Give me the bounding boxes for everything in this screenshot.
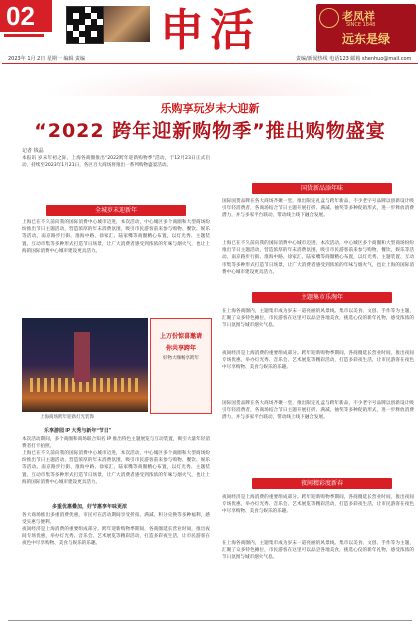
section-3-text-cont: 夜间经济是上海消费的重要组成部分。跨年迎新购物季期间，各商圈延长营业时间，推出夜间专场优惠，举办灯光秀、音乐会、艺术展览等精彩活动，打造多彩夜生活，让市民游客在夜色中尽享购物、美食与娱乐的乐趣。: [222, 351, 414, 371]
ad-brand: 老凤祥: [342, 10, 375, 23]
byline: 记者 钱晶: [22, 148, 44, 154]
subsection-heading-ip: 乐享游园 IP 大秀与新年“节日”: [44, 428, 112, 434]
jewelry-ad: [316, 4, 416, 52]
subsection-heading-discount: 多重优惠叠加，好节惠享年味更浓: [52, 504, 128, 510]
headline-decoration: [40, 66, 380, 96]
section-title: 申活: [160, 5, 260, 56]
ad-flower-icon: [319, 8, 339, 28]
article-photo-night-mall: [22, 318, 148, 412]
section-heading-4: 夜间精彩度新春: [252, 478, 392, 489]
side-card-line2: 你共享跨年: [165, 346, 196, 352]
photo-caption-1: 上海商场跨年迎新灯光装饰: [40, 415, 94, 420]
article-headline: “2022 跨年迎新购物季”推出购物盛宴: [34, 120, 386, 142]
footer-rule: [8, 620, 412, 621]
section-4-text-cont: 在上海各商圈内，主题集市成为岁末一道亮丽的风景线。集市以美食、文创、手作等为主题，汇聚了众多特色摊位，市民游客在这里可以品尝各地美食，挑选心仪的新年礼物，感受浓浓的节日氛围与城市烟火气息。: [222, 541, 414, 561]
section-4-text: 夜间经济是上海消费的重要组成部分。跨年迎新购物季期间，各商圈延长营业时间，推出夜间专场优惠，举办灯光秀、音乐会、艺术展览等精彩活动，打造多彩夜生活，让市民游客在夜色中尽享购物、美食与娱乐的乐趣。: [222, 495, 414, 515]
qr-code: [66, 6, 104, 44]
header-rule: [2, 63, 418, 64]
side-card: [150, 318, 212, 414]
photo-tower: [74, 332, 90, 382]
section-2-text: 国际国货品牌在各大商场齐聚一堂，推出限定礼盒与跨年新品，不少老字号品牌以创新设计吸引年轻消费者，各商场结合节日主题开展打折、满减、抽奖等多种促销形式，进一步释放消费潜力，并与多家平台联动，带动线上线下融合发展。: [222, 199, 414, 219]
article-kicker: 乐购享玩岁末大迎新: [160, 102, 260, 115]
section-heading-1: 全城岁末迎新年: [46, 205, 186, 216]
side-card-line3: 好物大咖畅享跨年: [163, 356, 199, 361]
side-card-line1: 上万份惊喜邀请: [159, 334, 202, 340]
section-heading-2: 国货新品添年味: [252, 183, 392, 194]
ad-slogan: 远东是绿: [342, 32, 391, 46]
section-3-text-more: 国际国货品牌在各大商场齐聚一堂，推出限定礼盒与跨年新品，不少老字号品牌以创新设计吸引年轻消费者，各商场结合节日主题开展打折、满减、抽奖等多种促销形式，进一步释放消费潜力，并与多家平台联动，带动线上线下融合发展。: [222, 401, 414, 421]
date-line: 2023年 1月 2日 星期一 编辑 责编: [8, 56, 86, 62]
subsection-discount-text-cont: 夜间经济是上海消费的重要组成部分。跨年迎新购物季期间，各商圈延长营业时间，推出夜间专场优惠，举办灯光秀、音乐会、艺术展览等精彩活动，打造多彩夜生活，让市民游客在夜色中尽享购物、美食与娱乐的乐趣。: [22, 527, 210, 547]
section-3-text: 在上海各商圈内，主题集市成为岁末一道亮丽的风景线。集市以美食、文创、手作等为主题，汇聚了众多特色摊位，市民游客在这里可以品尝各地美食，挑选心仪的新年礼物，感受浓浓的节日氛围与城市烟火气息。: [222, 309, 414, 329]
section-1-text: 上海已在不久前向我的国际消费中心城市迈进，本次活动，中心城区多个商圈和大型商场纷纷推出节日主题活动，营造浓厚的年末消费氛围，吸引市民游客前来参与购物、餐饮、娱乐等活动。南京路步行街、淮海中路、徐家汇、陆家嘴等商圈精心布置，以灯光秀、主题装置、互动市集等多种形式打造节日场景，让广大消费者感受到浓浓的年味与烟火气，也让上海的国际消费中心城市建设更具活力。: [22, 220, 210, 254]
editor-info: 责编/新闻热线 电话123 邮箱 shenhuo@mail.com: [296, 56, 412, 62]
subsection-ip-text-cont: 上海已在不久前向我的国际消费中心城市迈进，本次活动，中心城区多个商圈和大型商场纷纷推出节日主题活动，营造浓厚的年末消费氛围，吸引市民游客前来参与购物、餐饮、娱乐等活动。南京路步行街、淮海中路、徐家汇、陆家嘴等商圈精心布置，以灯光秀、主题装置、互动市集等多种形式打造节日场景，让广大消费者感受到浓浓的年味与烟火气，也让上海的国际消费中心城市建设更具活力。: [22, 451, 210, 485]
section-2-text-cont: 上海已在不久前向我的国际消费中心城市迈进，本次活动，中心城区多个商圈和大型商场纷纷推出节日主题活动，营造浓厚的年末消费氛围，吸引市民游客前来参与购物、餐饮、娱乐等活动。南京路步行街、淮海中路、徐家汇、陆家嘴等商圈精心布置，以灯光秀、主题装置、互动市集等多种形式打造节日场景，让广大消费者感受到浓浓的年味与烟火气，也让上海的国际消费中心城市建设更具活力。: [222, 241, 414, 275]
subsection-discount-text: 各大商场推出多重消费优惠，市民可在活动期间享受折扣、满减、积分兑换等多种福利，感受实惠与便利。: [22, 513, 210, 526]
intro-text: 本报讯 岁末年初之际，上海各商圈推出“2022跨年迎新购物季”活动，于12月23日正式启动，持续至2023年1月21日，各区百大商场将推出一系列购物盛宴活动。: [22, 156, 210, 169]
ad-year: SINCE 1848: [346, 22, 376, 28]
subsection-ip-text: 本次活动期间，多个商圈和商场联合知名 IP 推出特色主题展览与互动装置，吸引大量年轻消费者打卡拍照。: [22, 437, 210, 450]
section-heading-3: 主题集市乐淘年: [252, 292, 392, 303]
header-photo: [104, 6, 150, 42]
page-number-stripe: [4, 34, 44, 37]
page-number: 02: [0, 0, 52, 32]
